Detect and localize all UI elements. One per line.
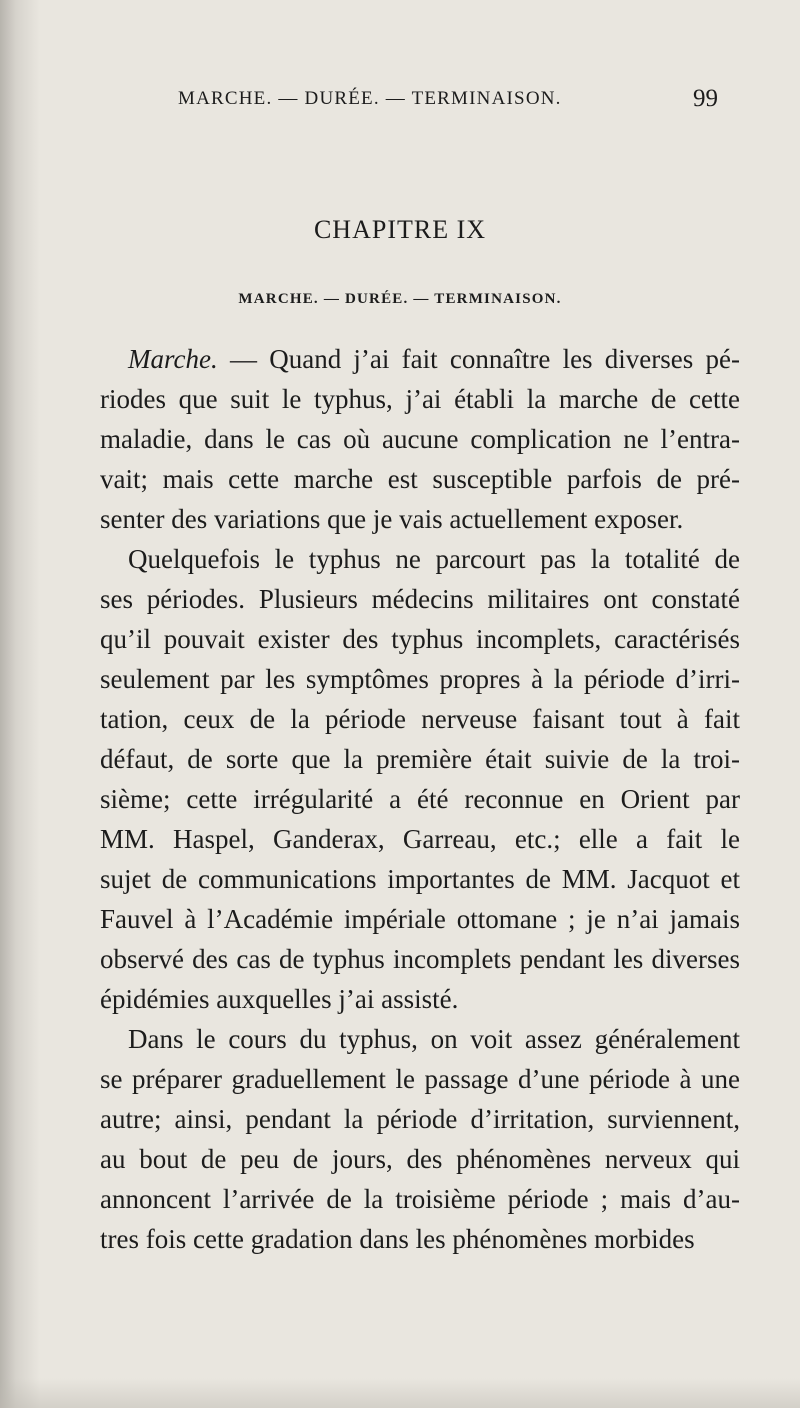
text-line: sième; cette irrégularité a été reconnue en Orient par	[100, 784, 740, 814]
chapter-title: CHAPITRE IX	[313, 215, 487, 244]
text-line: senter des variations que je vais actuellement exposer.	[100, 504, 684, 534]
text-line: seulement par les symptômes propres à la période d’irri-	[100, 664, 740, 694]
text-line: ses périodes. Plusieurs médecins militaires ont constaté	[100, 584, 740, 614]
text-line: au bout de peu de jours, des phénomènes nerveux qui	[100, 1144, 740, 1174]
text-line: autre; ainsi, pendant la période d’irritation, surviennent,	[100, 1104, 740, 1134]
text-line: épidémies auxquelles j’ai assisté.	[100, 984, 459, 1014]
text-line: qu’il pouvait exister des typhus incomplets, caractérisés	[100, 624, 740, 654]
line-text: — Quand j’ai fait connaître les diverses pé-	[217, 344, 740, 374]
run-in-heading: Marche.	[128, 344, 218, 374]
text-line: Fauvel à l’Académie impériale ottomane ; je n’ai jamais	[100, 904, 740, 934]
text-line: maladie, dans le cas où aucune complication ne l’entra-	[100, 424, 740, 454]
text-line: défaut, de sorte que la première était suivie de la troi-	[100, 744, 740, 774]
page-number: 99	[693, 85, 718, 112]
text-line: tation, ceux de la période nerveuse faisant tout à fait	[100, 704, 740, 734]
text-line: annoncent l’arrivée de la troisième période ; mais d’au-	[100, 1184, 740, 1214]
page-bottom-shadow	[0, 1378, 800, 1408]
text-line: Dans le cours du typhus, on voit assez généralement	[128, 1024, 740, 1054]
text-line: observé des cas de typhus incomplets pendant les diverses	[100, 944, 740, 974]
page-gutter-shadow	[0, 0, 40, 1408]
chapter-subtitle: MARCHE. — DURÉE. — TERMINAISON.	[238, 291, 562, 307]
text-line: sujet de communications importantes de MM. Jacquot et	[100, 864, 740, 894]
text-line: tres fois cette gradation dans les phénomènes morbides	[100, 1224, 695, 1254]
text-line: riodes que suit le typhus, j’ai établi la marche de cette	[100, 384, 740, 414]
running-head-title: MARCHE. — DURÉE. — TERMINAISON.	[178, 88, 562, 109]
text-line	[128, 343, 740, 375]
text-line: Quelquefois le typhus ne parcourt pas la totalité de	[128, 544, 740, 574]
text-line: MM. Haspel, Ganderax, Garreau, etc.; elle a fait le	[100, 824, 740, 854]
running-head	[178, 85, 738, 119]
text-line: se préparer graduellement le passage d’une période à une	[100, 1064, 740, 1094]
text-line: vait; mais cette marche est susceptible parfois de pré-	[100, 464, 740, 494]
